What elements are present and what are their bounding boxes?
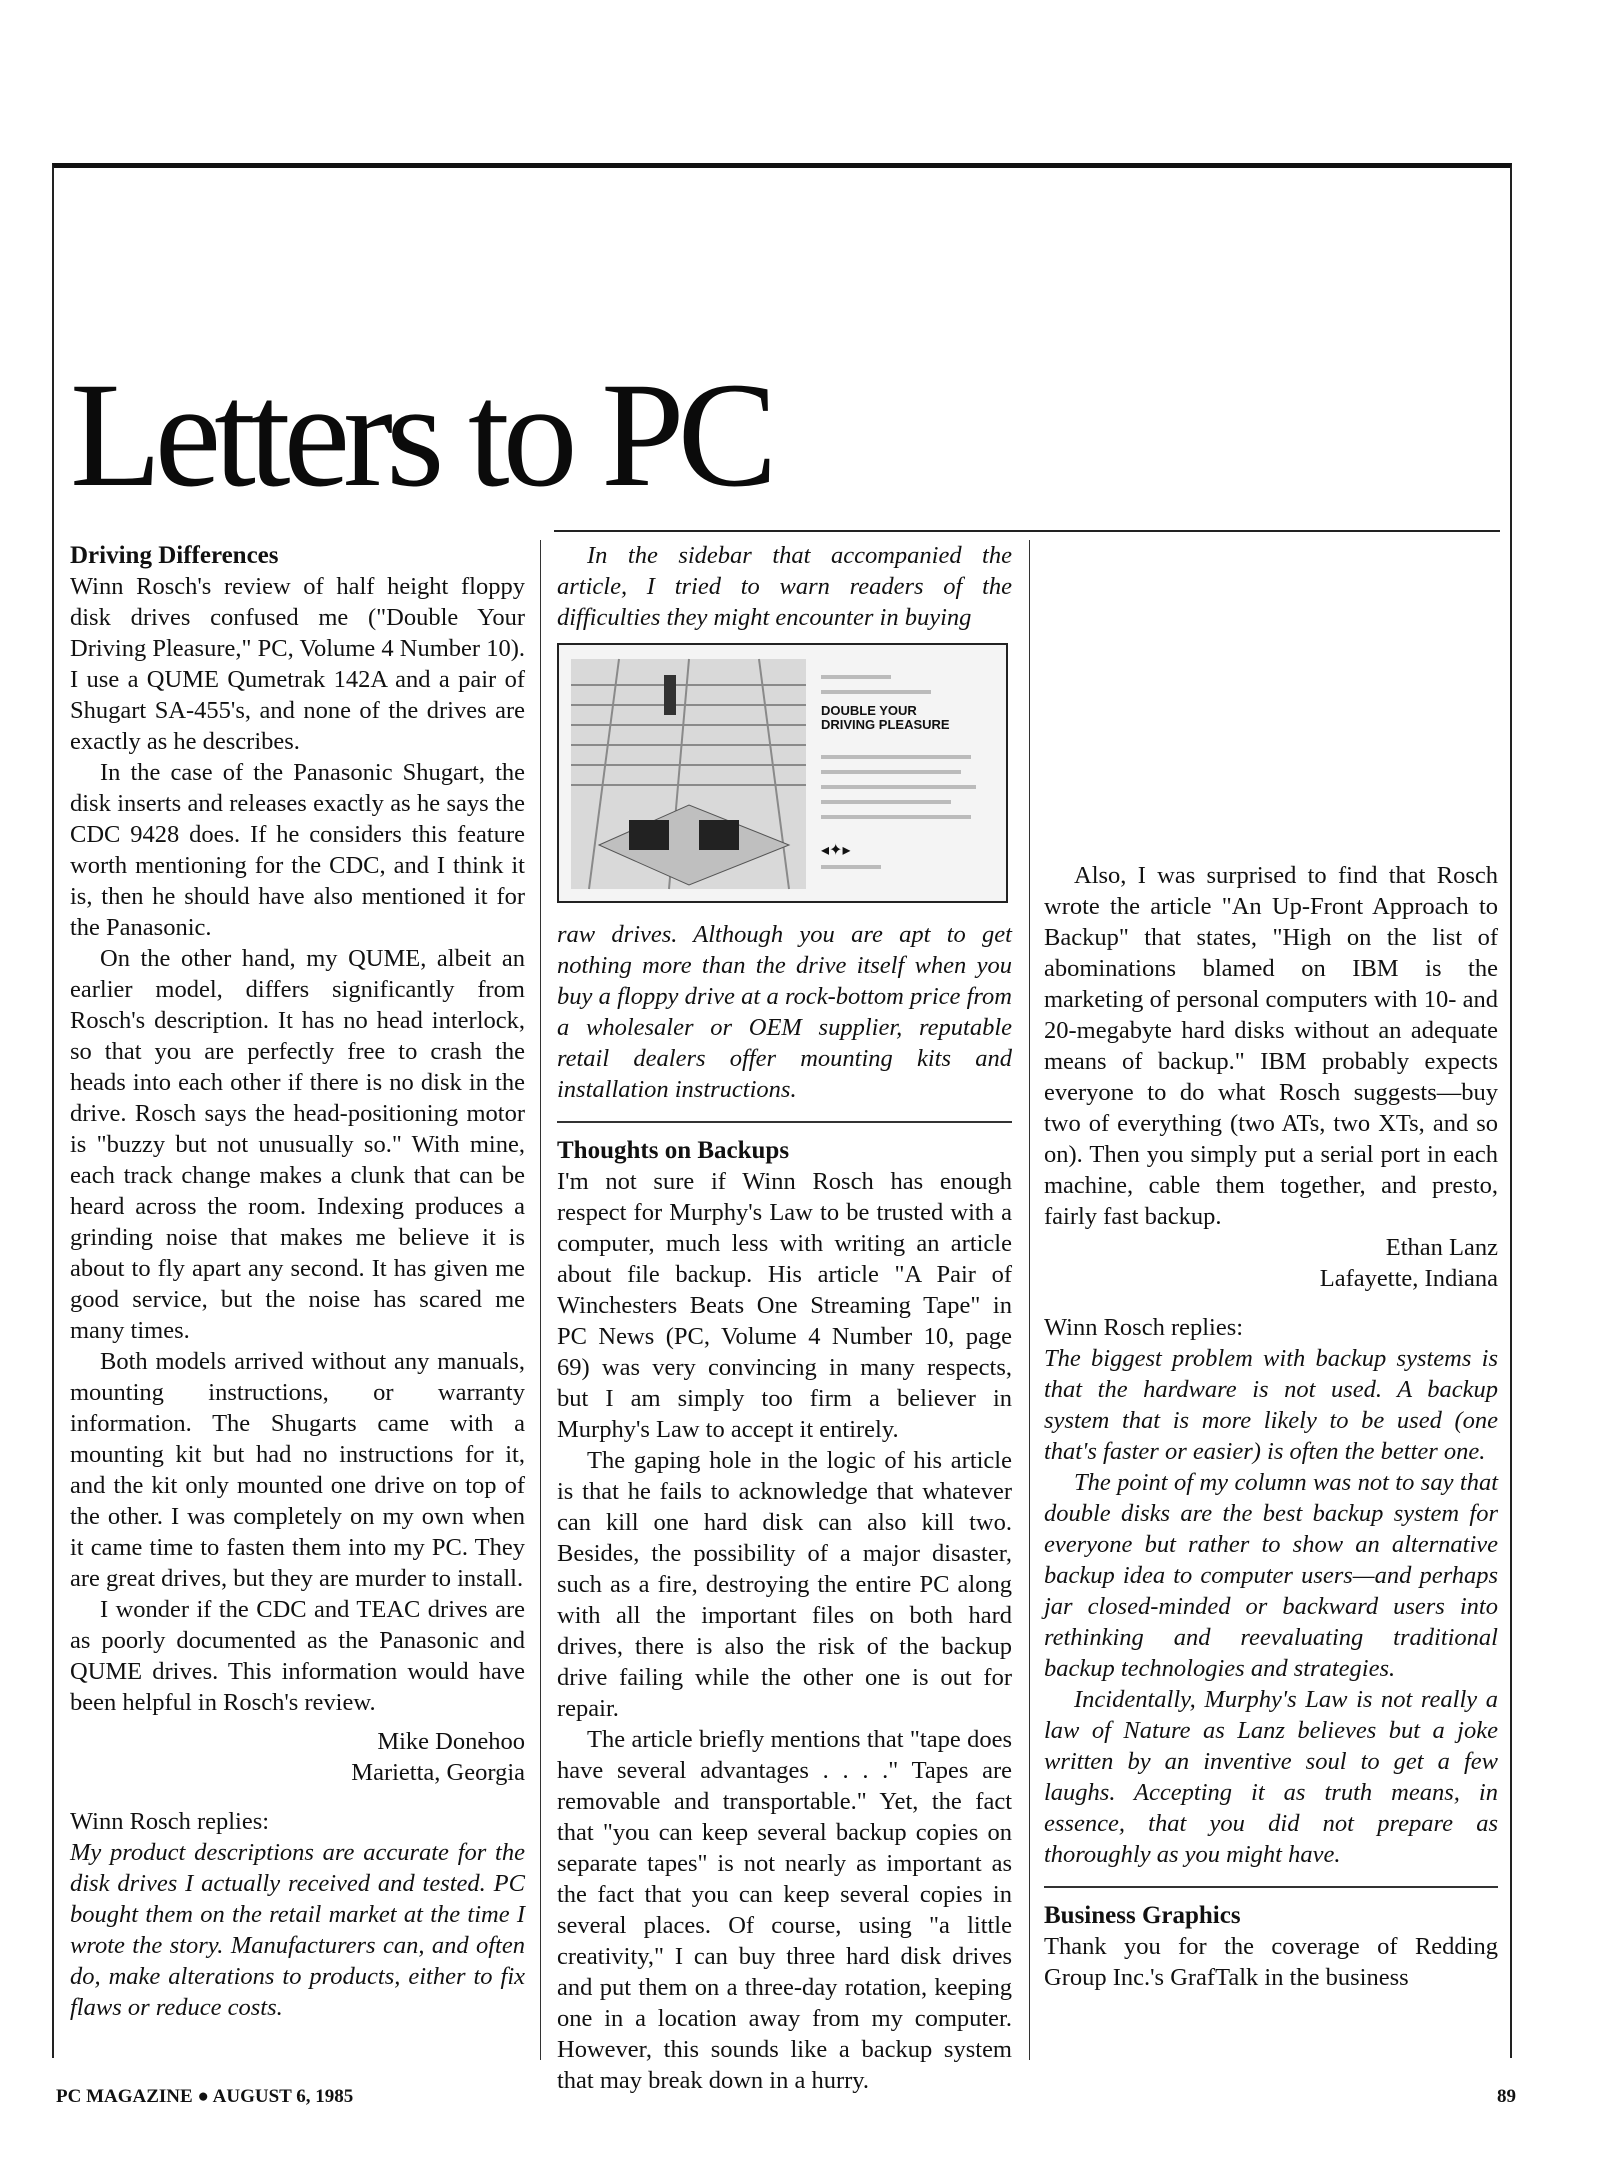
paragraph: The gaping hole in the logic of his article is that he fails to acknowledge that whatever can kill one hard disk can also kill two. Besides, the possibility of a major disaster, such as a fire, destroying the entire PC along with all the important files on both hard drives, there is also the risk of the backup drive failing while the other one is out for repair. — [557, 1447, 1012, 1722]
signature-place: Marietta, Georgia — [351, 1759, 525, 1786]
column-1 — [70, 540, 525, 2023]
svg-text:◂✦▸: ◂✦▸ — [821, 840, 851, 859]
magazine-page-thumbnail — [559, 645, 1006, 901]
paragraph: Winn Rosch's review of half height floppy disk drives confused me ("Double Your Driving Pleasure," PC, Volume 4 Number 10). I use a QUME Qumetrak 142A and a pair of Shugart SA-455's, and none of the drives are exactly as he describes. — [70, 573, 525, 755]
reply-paragraph: Incidentally, Murphy's Law is not really a law of Nature as Lanz believes but a joke written by an inventive soul to get a few laughs. Accepting it as truth means, in essence, that you did not prepare as thoroughly as you might have. — [1044, 1686, 1498, 1868]
reply-label: Winn Rosch replies: — [70, 1808, 270, 1835]
thumbnail-headline: DOUBLE YOUR — [821, 703, 917, 718]
reply-label: Winn Rosch replies: — [1044, 1314, 1244, 1341]
page-footer — [56, 2086, 1516, 2108]
thumbnail-headline: DRIVING PLEASURE — [821, 717, 950, 732]
paragraph: In the case of the Panasonic Shugart, the disk inserts and releases exactly as he says the CDC 9428 does. If he considers this feature worth mentioning for the CDC, and I think it is, then he should have also mentioned it for the Panasonic. — [70, 759, 525, 941]
section-divider — [557, 1121, 1012, 1123]
signature-name: Mike Donehoo — [377, 1728, 525, 1755]
reply-paragraph: The biggest problem with backup systems is that the hardware is not used. A backup system that is more likely to be used (one that's faster or easier) is often the better one. — [1044, 1345, 1498, 1465]
column-3 — [1044, 860, 1498, 1993]
column-2 — [557, 540, 1012, 2096]
signature-name: Ethan Lanz — [1385, 1234, 1498, 1261]
footer-masthead: PC MAGAZINE ● AUGUST 6, 1985 — [56, 2086, 354, 2107]
paragraph: Also, I was surprised to find that Rosch wrote the article "An Up-Front Approach to Backup" that states, "High on the list of abominations blamed on IBM is the marketing of personal computers with 10- and 20-megabyte hard disks without an adequate means of backup." IBM probably expects everyone to do what Rosch suggests—buy two of everything (two ATs, two XTs, and so on). Then you simply put a serial port in each machine, cable them together, and presto, fairly fast backup. — [1044, 862, 1498, 1230]
signature-place: Lafayette, Indiana — [1319, 1265, 1498, 1292]
column-divider — [540, 540, 541, 2060]
letter-heading: Thoughts on Backups — [557, 1137, 790, 1164]
title-rule — [554, 530, 1500, 532]
article-thumbnail-image — [557, 643, 1008, 903]
reply-paragraph: In the sidebar that accompanied the article, I tried to warn readers of the difficulties they might encounter in buying — [557, 542, 1012, 631]
section-divider — [1044, 1886, 1498, 1888]
page-number: 89 — [1497, 2086, 1516, 2107]
column-divider — [1029, 540, 1030, 2060]
paragraph: I wonder if the CDC and TEAC drives are as poorly documented as the Panasonic and QUME drives. This information would have been helpful in Rosch's review. — [70, 1596, 525, 1716]
reply-paragraph: The point of my column was not to say that double disks are the best backup system for everyone but rather to show an alternative backup idea to computer users—and perhaps jar closed-minded or backward users into rethinking and reevaluating traditional backup technologies and strategies. — [1044, 1469, 1498, 1682]
reply-paragraph: raw drives. Although you are apt to get nothing more than the drive itself when you buy a floppy drive at a rock-bottom price from a wholesaler or OEM supplier, reputable retail dealers offer mounting kits and installation instructions. — [557, 921, 1012, 1103]
paragraph: The article briefly mentions that "tape does have several advantages . . . ." Tapes are removable and transportable." Yet, the fact that "you can keep several backup copies on separate tapes" is not nearly as important as the fact that you can keep several copies in several places. Of course, using "a little creativity," I can buy three hard disk drives and put them on a three-day rotation, keeping one in a location away from my computer. However, this sounds like a backup system that may break down in a hurry. — [557, 1726, 1012, 2094]
paragraph: Thank you for the coverage of Redding Group Inc.'s GrafTalk in the business — [1044, 1933, 1498, 1991]
letter-heading: Driving Differences — [70, 542, 279, 569]
reply-paragraph: My product descriptions are accurate for the disk drives I actually received and tested. PC bought them on the retail market at the time I wrote the story. Manufacturers can, and often do, make alterations to products, either to fix flaws or reduce costs. — [70, 1839, 525, 2021]
page-title: Letters to PC — [70, 352, 771, 518]
paragraph: Both models arrived without any manuals, mounting instructions, or warranty information. The Shugarts came with a mounting kit but had no instructions for it, and the kit only mounted one drive on top of the other. I was completely on my own when it came time to fasten them into my PC. They are great drives, but they are murder to install. — [70, 1348, 525, 1592]
paragraph: On the other hand, my QUME, albeit an earlier model, differs significantly from Rosch's description. It has no head interlock, so that you are perfectly free to crash the heads into each other if there is no disk in the drive. Rosch says the head-positioning motor is "buzzy but not unusually so." With mine, each track change makes a clunk that can be heard across the room. Indexing produces a grinding noise that makes me believe it is about to fly apart any second. It has given me good service, but the noise has scared me many times. — [70, 945, 525, 1344]
paragraph: I'm not sure if Winn Rosch has enough respect for Murphy's Law to be trusted with a computer, much less with writing an article about file backup. His article "A Pair of Winchesters Beats One Streaming Tape" in PC News (PC, Volume 4 Number 10, page 69) was very convincing in many respects, but I am simply too firm a believer in Murphy's Law to accept it entirely. — [557, 1168, 1012, 1443]
letter-heading: Business Graphics — [1044, 1902, 1241, 1929]
